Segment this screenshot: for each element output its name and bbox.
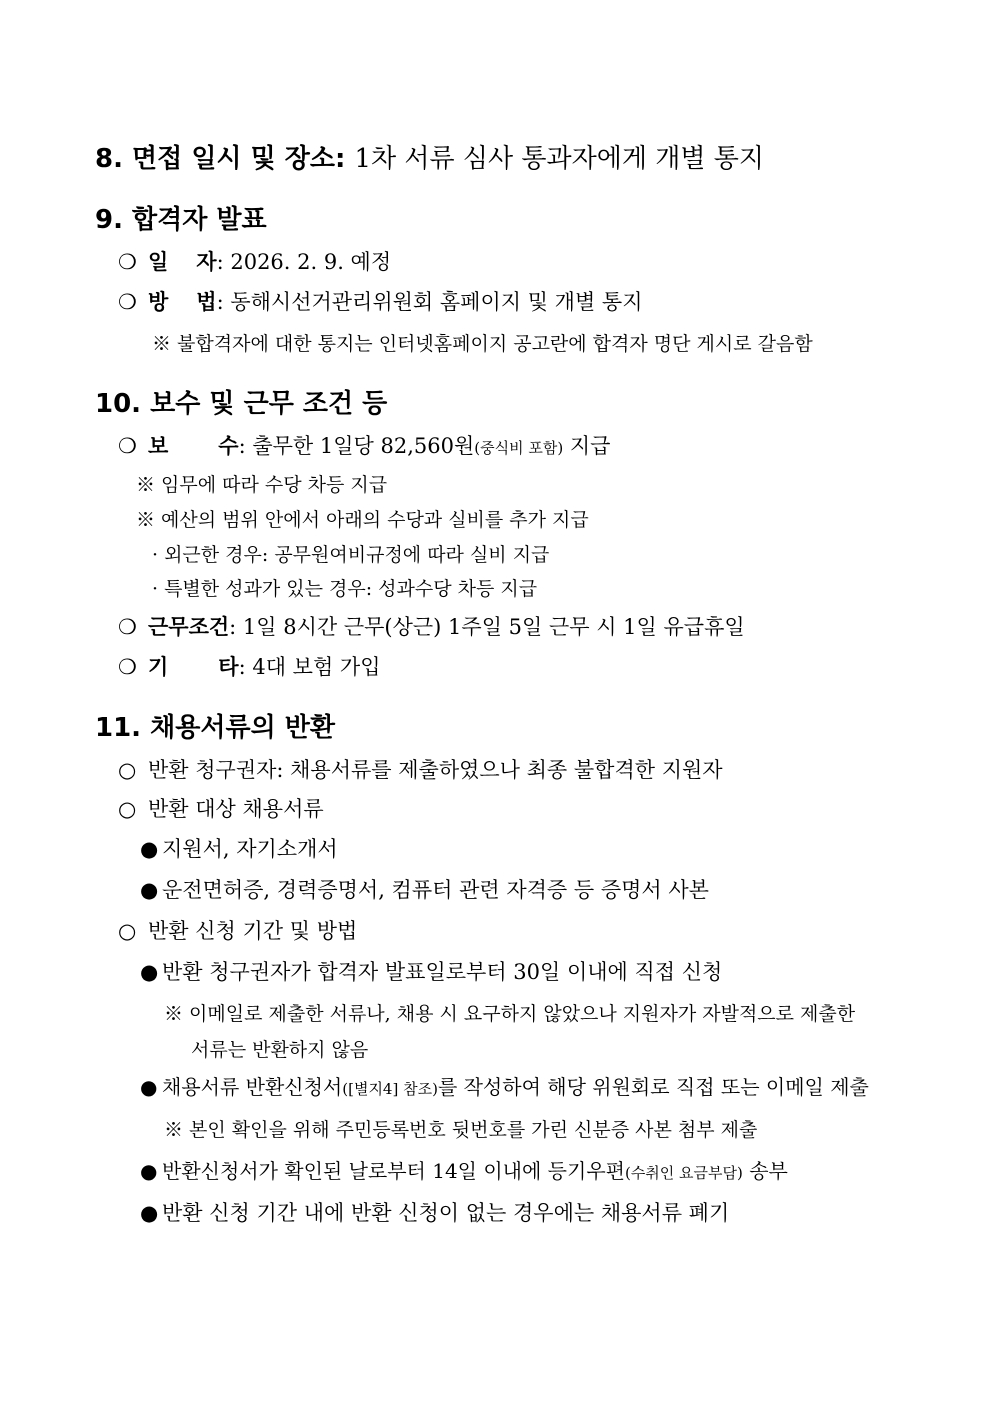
return-method-bullet-2-text-b: 를 작성하여 해당 위원회로 직접 또는 이메일 제출 [437,1075,869,1099]
pay-label-b: 수 [218,433,239,458]
section-9-heading [95,199,267,236]
dot-bullet-icon: ● [140,1075,158,1099]
dot-bullet-icon: ● [140,960,159,984]
announce-date-label-a: 일 [148,249,169,274]
section-8-number: 8. [95,144,123,174]
work-condition-value: : 1일 8시간 근무(상근) 1주일 5일 근무 시 1일 유급휴일 [229,615,745,639]
return-method-row [118,915,357,945]
announce-note: ※ 불합격자에 대한 통지는 인터넷홈페이지 공고란에 합격자 명단 게시로 갈음함 [152,333,813,355]
return-method-bullet-2-note: ※ 본인 확인을 위해 주민등록번호 뒷번호를 가린 신분증 사본 첨부 제출 [164,1119,758,1141]
circle-bullet-icon: ❍ [118,290,137,314]
return-method-note-1: ※ 이메일로 제출한 서류나, 채용 시 요구하지 않았으나 지원자가 자발적으로 제출한 [164,1003,856,1025]
work-condition-row [118,611,745,641]
section-10-number: 10. [95,389,142,419]
return-method-bullet-2 [140,1071,869,1100]
return-method-bullet-3-text-a: 반환신청서가 확인된 날로부터 14일 이내에 등기우편 [162,1159,625,1183]
section-8-title: 면접 일시 및 장소: [132,144,346,174]
section-9-number: 9. [95,205,123,235]
section-11-heading [95,707,335,744]
return-method-bullet-1 [140,956,722,986]
section-8-heading [95,138,764,175]
return-documents-bullet-2-text: 운전면허증, 경력증명서, 컴퓨터 관련 자격증 등 증명서 사본 [162,878,709,902]
announce-method-value: : 동해시선거관리위원회 홈페이지 및 개별 통지 [216,290,643,314]
pay-note-1: ※ 임무에 따라 수당 차등 지급 [136,474,388,496]
return-claimant-text: 반환 청구권자: 채용서류를 제출하였으나 최종 불합격한 지원자 [148,758,723,782]
pay-tail: 지급 [563,434,611,458]
pay-small-note: (중식비 포함) [474,439,564,457]
etc-value: : 4대 보험 가입 [238,655,381,679]
section-11-number: 11. [95,713,142,743]
announce-date-row [118,246,391,276]
return-documents-row [118,793,324,823]
section-10-heading [95,383,387,420]
announce-date-label-b: 자 [196,249,217,274]
work-condition-label: 근무조건 [148,614,230,639]
dot-bullet-icon: ● [140,837,159,861]
pay-sub-1: · 외근한 경우: 공무원여비규정에 따라 실비 지급 [152,544,550,566]
return-documents-bullet-1 [140,833,338,863]
announce-date-value: : 2026. 2. 9. 예정 [216,250,392,274]
return-claimant-row [118,754,723,784]
announce-method-row [118,286,642,316]
return-documents-text: 반환 대상 채용서류 [148,797,324,821]
announce-method-label-a: 방 [148,289,169,314]
dot-bullet-icon: ● [140,1201,159,1225]
return-documents-bullet-2 [140,874,709,904]
return-method-bullet-4 [140,1197,729,1227]
section-10-title: 보수 및 근무 조건 등 [150,389,388,419]
etc-label-b: 타 [218,654,239,679]
section-8-text: 1차 서류 심사 통과자에게 개별 통지 [354,144,764,174]
etc-label-a: 기 [148,654,169,679]
return-documents-bullet-1-text: 지원서, 자기소개서 [162,837,338,861]
circle-bullet-icon: ○ [118,797,137,821]
pay-note-2: ※ 예산의 범위 안에서 아래의 수당과 실비를 추가 지급 [136,509,589,531]
circle-bullet-icon: ❍ [118,250,137,274]
return-method-bullet-2-small: ([별지4] 참조) [342,1080,438,1098]
circle-bullet-icon: ○ [118,919,137,943]
return-method-bullet-3-text-b: 송부 [742,1159,788,1183]
return-method-note-2: 서류는 반환하지 않음 [191,1039,369,1061]
etc-row [118,651,381,681]
pay-value: : 출무한 1일당 82,560원 [238,434,475,458]
return-method-bullet-4-text: 반환 신청 기간 내에 반환 신청이 없는 경우에는 채용서류 폐기 [162,1201,730,1225]
section-9-title: 합격자 발표 [132,205,267,235]
dot-bullet-icon: ● [140,1159,158,1183]
announce-method-label-b: 법 [196,289,217,314]
dot-bullet-icon: ● [140,878,159,902]
circle-bullet-icon: ❍ [118,615,137,639]
pay-sub-2: · 특별한 성과가 있는 경우: 성과수당 차등 지급 [152,578,538,600]
pay-label-a: 보 [148,433,169,458]
return-method-bullet-2-text-a: 채용서류 반환신청서 [162,1075,343,1099]
circle-bullet-icon: ○ [118,758,137,782]
return-method-bullet-3-small: (수취인 요금부담) [624,1164,743,1182]
circle-bullet-icon: ❍ [118,434,137,458]
pay-row [118,430,610,460]
circle-bullet-icon: ❍ [118,655,137,679]
return-method-bullet-1-text: 반환 청구권자가 합격자 발표일로부터 30일 이내에 직접 신청 [162,960,723,984]
return-method-text: 반환 신청 기간 및 방법 [148,919,358,943]
return-method-bullet-3 [140,1155,788,1184]
section-11-title: 채용서류의 반환 [150,713,335,743]
